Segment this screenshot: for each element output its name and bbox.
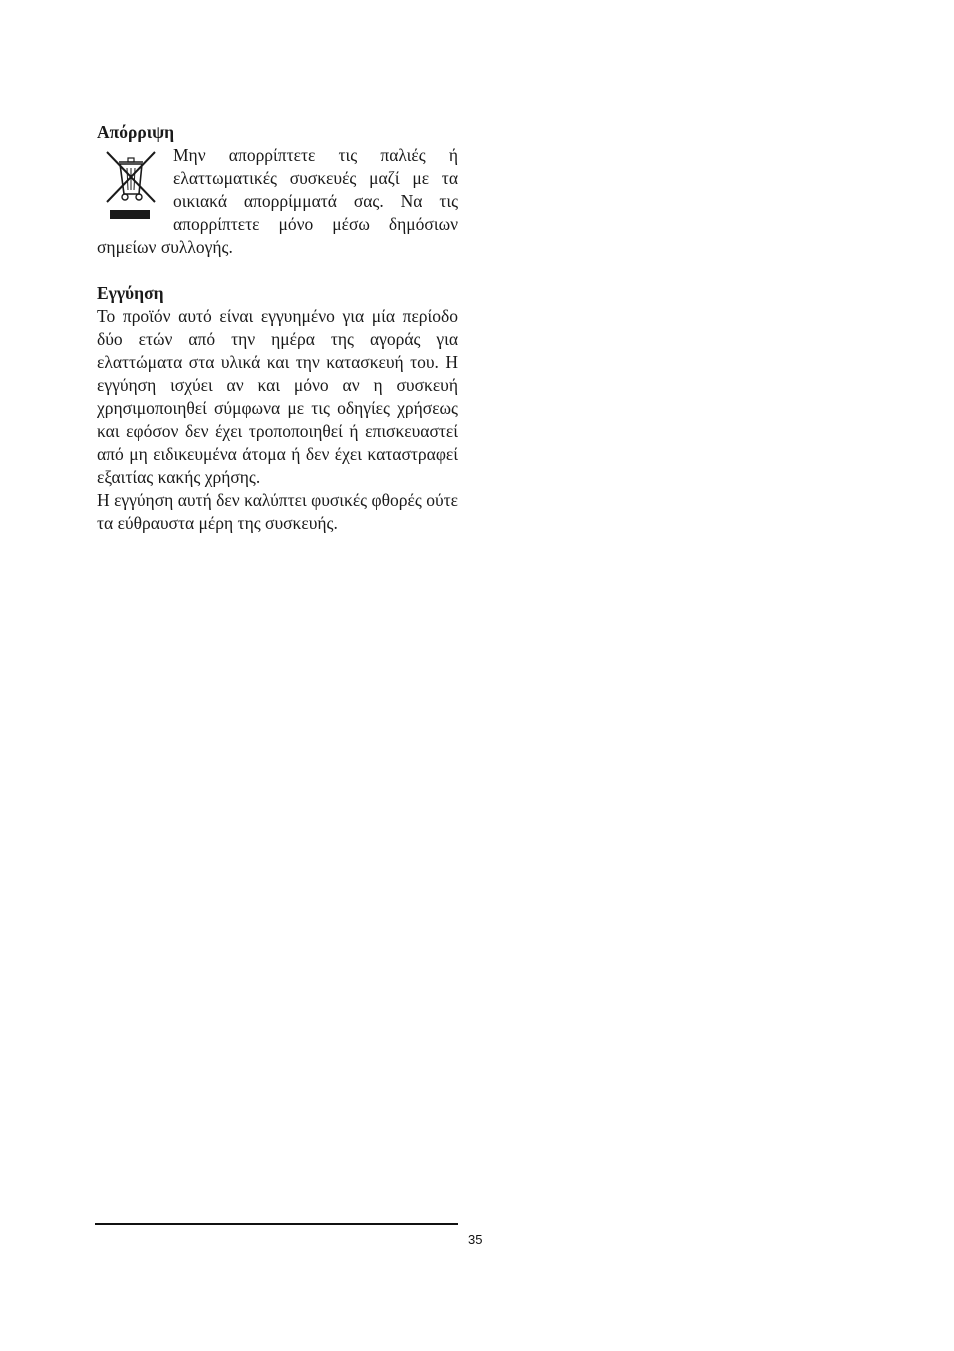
- crossed-out-wheelie-bin-icon: [99, 148, 163, 230]
- warranty-heading: Εγγύηση: [97, 283, 164, 303]
- page-number: 35: [468, 1232, 483, 1247]
- disposal-section: [97, 144, 458, 259]
- content-column: [97, 121, 458, 535]
- disposal-heading: Απόρριψη: [97, 122, 175, 142]
- section-spacer: [97, 259, 458, 282]
- footer-rule: [95, 1223, 458, 1225]
- warranty-paragraph-2: Η εγγύηση αυτή δεν καλύπτει φυσικές φθορές ούτε τα εύθραυστα μέρη της συσκευής.: [97, 490, 458, 533]
- disposal-text: Μην απορρίπτετε τις παλιές ή ελαττωματικές συσκευές μαζί με τα οικιακά απορρίμματά σας. Να τις απορρίπτετε μόνο μέσω δημόσιων σημείων συλλογής.: [97, 145, 458, 257]
- warranty-paragraph-1: Το προϊόν αυτό είναι εγγυημένο για μία περίοδο δύο ετών από την ημέρα της αγοράς για ελαττώματα στα υλικά και την κατασκευή του. Η εγγύηση ισχύει αν και μόνο αν η συσκευή χρησιμοποιηθεί σύμφωνα με τις οδηγίες χρήσεως και εφόσον δεν έχει τροποποιηθεί ή επισκευαστεί από μη ειδικευμένα άτομα ή δεν έχει καταστραφεί εξαιτίας κακής χρήσης.: [97, 306, 458, 487]
